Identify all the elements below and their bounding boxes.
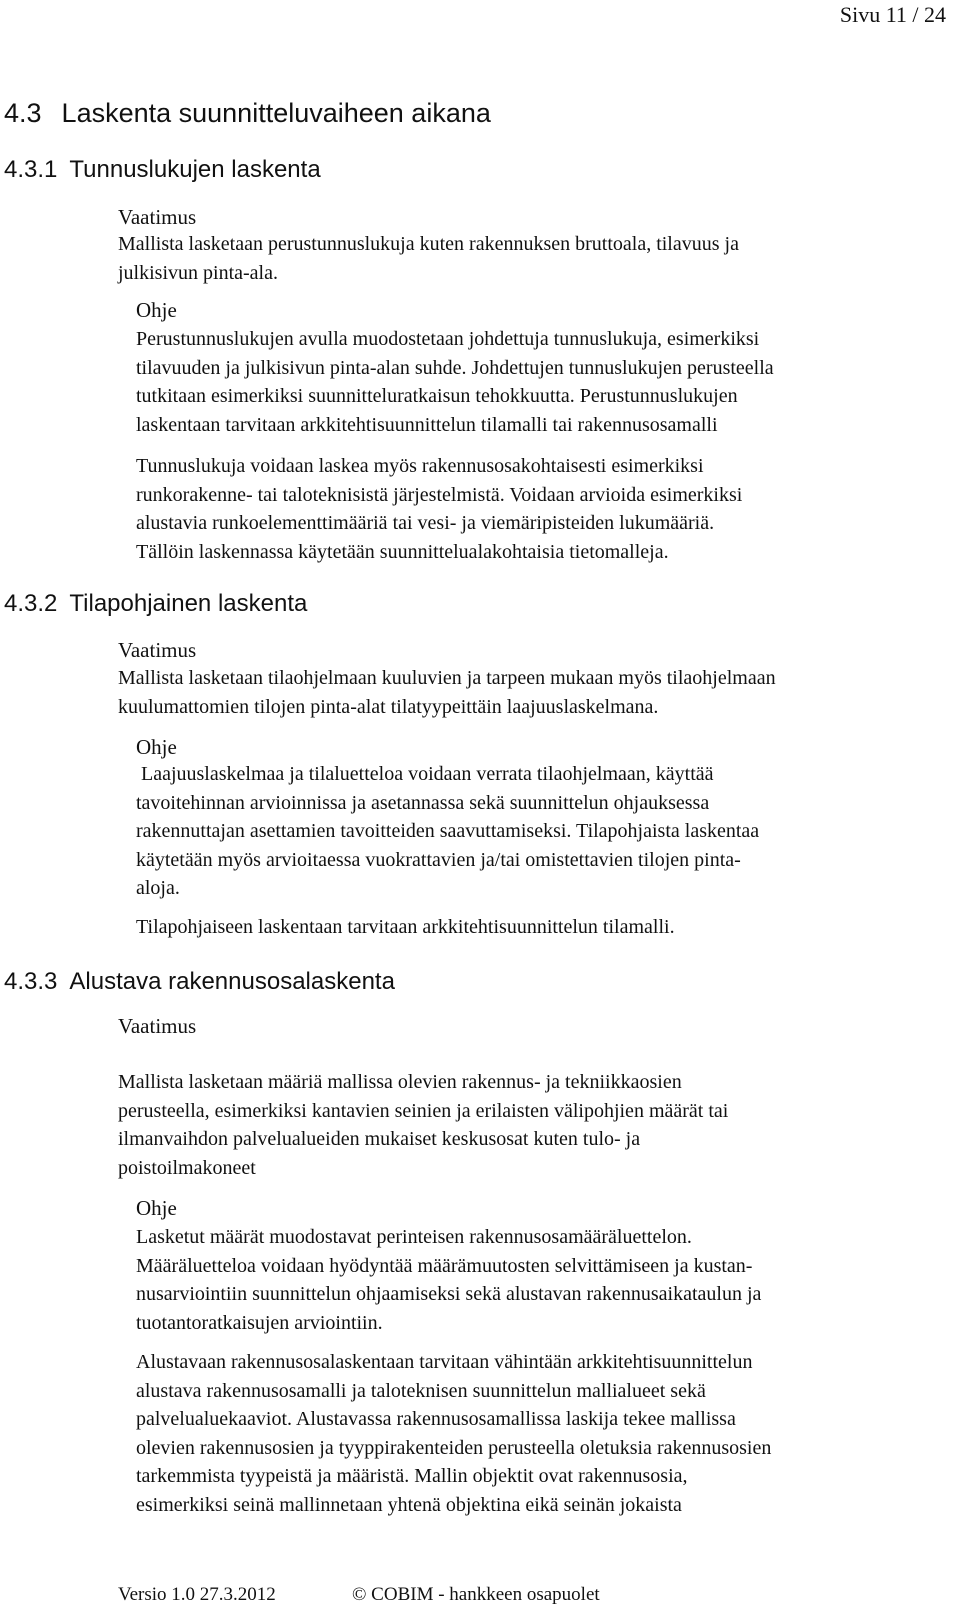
subsection-title: Alustava rakennusosalaskenta (69, 968, 395, 995)
subsection-title: Tunnuslukujen laskenta (69, 156, 321, 183)
text-line: Perustunnuslukujen avulla muodostetaan johdettuja tunnuslukuja, esimerkiksi (136, 328, 760, 350)
subsection-heading (4, 156, 321, 184)
text-line: tutkitaan esimerkiksi suunnitteluratkaisun tehokkuutta. Perustunnuslukujen (136, 385, 738, 408)
text-line: perusteella, esimerkiksi kantavien seinien ja erilaisten välipohjien määrät tai (118, 1099, 729, 1122)
requirement-label: Vaatimus (118, 1014, 197, 1038)
text-line: tavoitehinnan arvioinnissa ja asetannassa sekä suunnittelun ohjauksessa (136, 791, 710, 814)
text-line: tarkemmista tyypeistä ja määristä. Mallin objektit ovat rakennusosia, (136, 1465, 688, 1488)
text-line: Mallista lasketaan perustunnuslukuja kuten rakennuksen bruttoala, tilavuus ja (118, 233, 739, 255)
text-line: tilavuuden ja julkisivun pinta-alan suhde. Johdettujen tunnuslukujen perusteella (136, 356, 774, 379)
subsection-title: Tilapohjainen laskenta (69, 590, 308, 617)
text-line: runkorakenne- tai taloteknisistä järjestelmistä. Voidaan arvioida esimerkiksi (136, 483, 743, 506)
text-line: Laajuuslaskelmaa ja tilaluetteloa voidaan verrata tilaohjelmaan, käyttää (136, 763, 714, 785)
text-line: poistoilmakoneet (118, 1156, 256, 1179)
subsection-heading (4, 590, 307, 618)
text-line: laskentaan tarvitaan arkkitehtisuunnittelun tilamalli tai rakennusosamalli (136, 413, 718, 436)
text-line: Tunnuslukuja voidaan laskea myös rakennusosakohtaisesti esimerkiksi (136, 455, 704, 477)
page-number: Sivu 11 / 24 (839, 2, 946, 27)
text-line: tuotantoratkaisujen arviointiin. (136, 1311, 383, 1334)
guide-text (136, 325, 774, 439)
text-line: kuulumattomien tilojen pinta-alat tilatyypeittäin laajuuslaskelmana. (118, 695, 659, 718)
requirement-label: Vaatimus (118, 205, 197, 229)
text-line: Mallista lasketaan määriä mallissa olevien rakennus- ja tekniikkaosien (118, 1071, 682, 1093)
text-line: alustavia runkoelementtimääriä tai vesi- ja viemäripisteiden lukumääriä. (136, 512, 715, 535)
section-heading (4, 98, 491, 129)
section-title: Laskenta suunnitteluvaiheen aikana (61, 98, 491, 128)
requirement-text (118, 664, 776, 721)
text-line: Lasketut määrät muodostavat perinteisen rakennusosamääräluettelon. (136, 1226, 692, 1248)
section-number: 4.3 (4, 98, 42, 128)
guide-label: Ohje (136, 1196, 177, 1220)
subsection-number: 4.3.3 (4, 968, 58, 995)
subsection-number: 4.3.2 (4, 590, 58, 617)
guide-label: Ohje (136, 298, 177, 322)
text-line: aloja. (136, 877, 180, 900)
requirement-label: Vaatimus (118, 638, 197, 662)
guide-label: Ohje (136, 735, 177, 759)
footer-version: Versio 1.0 27.3.2012 (118, 1584, 276, 1605)
footer-copyright: © COBIM - hankkeen osapuolet (352, 1584, 600, 1605)
text-line: Määräluetteloa voidaan hyödyntää määrämuutosten selvittämiseen ja kustan- (136, 1254, 753, 1277)
guide-text (136, 1223, 761, 1337)
subsection-number: 4.3.1 (4, 156, 58, 183)
text-line: rakennuttajan asettamien tavoitteiden saavuttamiseksi. Tilapohjaista laskentaa (136, 820, 760, 843)
requirement-text (118, 1068, 728, 1182)
text-line: olevien rakennusosien ja tyyppirakenteiden perusteella oletuksia rakennusosien (136, 1436, 772, 1459)
text-line: Mallista lasketaan tilaohjelmaan kuuluvien ja tarpeen mukaan myös tilaohjelmaan (118, 667, 776, 689)
text-line: Tilapohjaiseen laskentaan tarvitaan arkkitehtisuunnittelun tilamalli. (136, 916, 675, 938)
extra-text (136, 1348, 771, 1520)
text-line: käytetään myös arvioitaessa vuokrattavien ja/tai omistettavien tilojen pinta- (136, 848, 741, 871)
text-line: ilmanvaihdon palvelualueiden mukaiset keskusosat kuten tulo- ja (118, 1128, 641, 1151)
extra-text (136, 913, 675, 942)
requirement-text (118, 230, 739, 287)
extra-text (136, 452, 742, 566)
text-line: nusarviointiin suunnittelun ohjaamiseksi sekä alustavan rakennusaikataulun ja (136, 1283, 762, 1306)
text-line: esimerkiksi seinä mallinnetaan yhtenä objektina eikä seinän jokaista (136, 1493, 682, 1516)
text-line: palvelualuekaaviot. Alustavassa rakennusosamallissa laskija tekee mallissa (136, 1408, 736, 1431)
text-line: Tällöin laskennassa käytetään suunnittelualakohtaisia tietomalleja. (136, 540, 669, 563)
text-line: Alustavaan rakennusosalaskentaan tarvitaan vähintään arkkitehtisuunnittelun (136, 1351, 753, 1373)
text-line: alustava rakennusosamalli ja taloteknisen suunnittelun mallialueet sekä (136, 1379, 706, 1402)
guide-text (136, 760, 759, 903)
text-line: julkisivun pinta-ala. (118, 261, 278, 284)
subsection-heading (4, 968, 395, 996)
